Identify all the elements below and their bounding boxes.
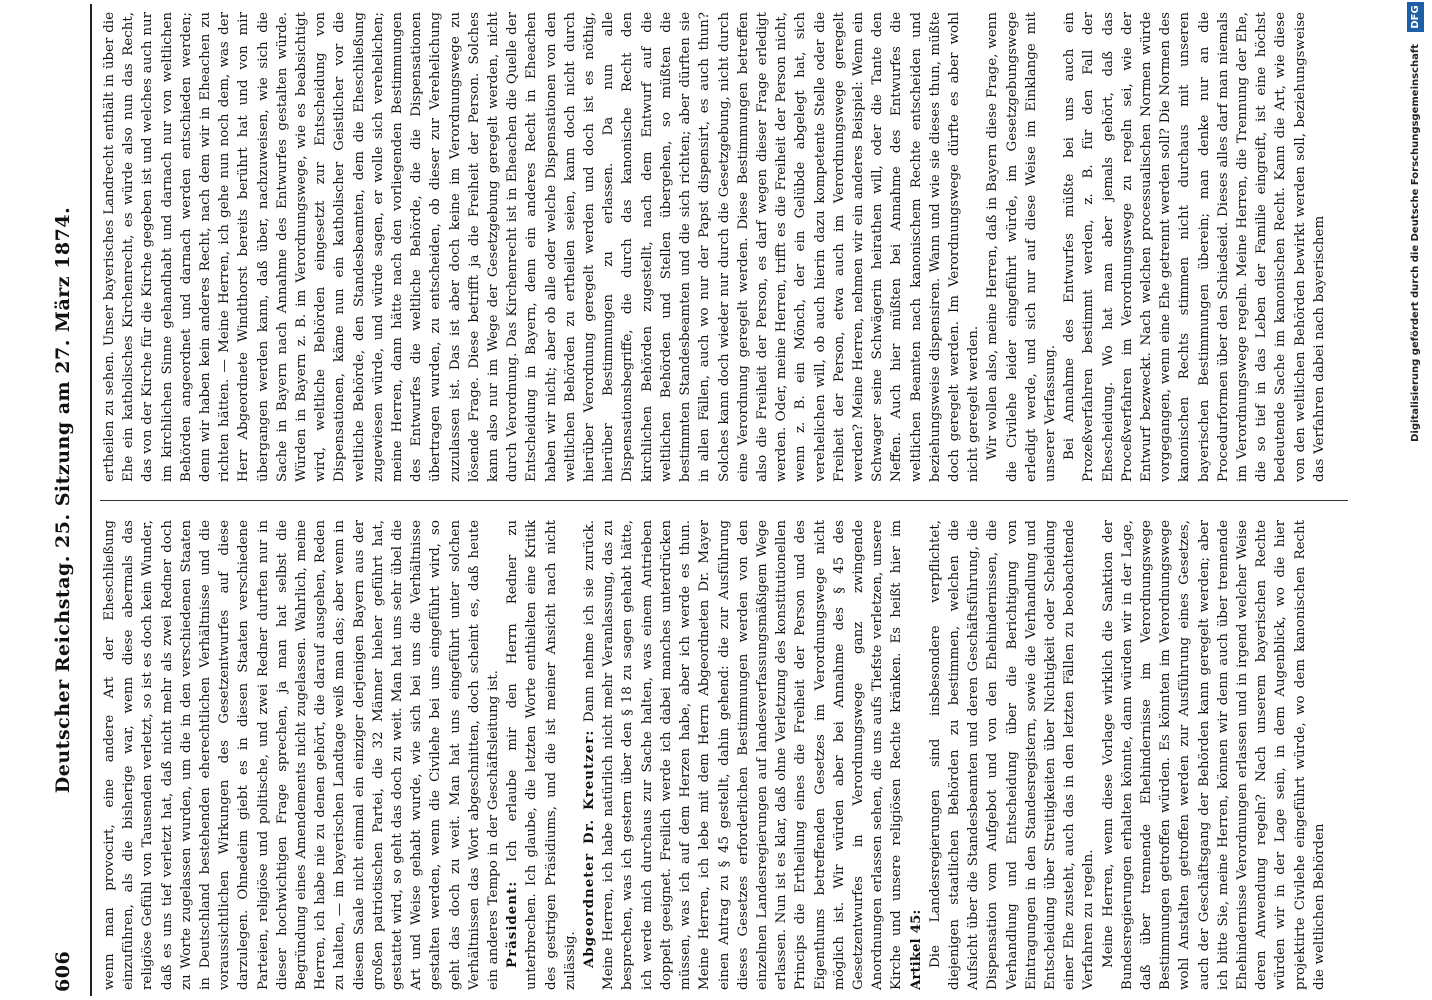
article-label: Artikel 45:	[907, 909, 924, 990]
paragraph: wenn man provocirt, eine andere Art der Eheschließung einzuführen, als die bisherige war, wenn diese abermals das religiöse Gefühl von Tausenden verletzt, so ist es doch kein Wunder, daß es uns tief verletzt hat, daß nicht mehr als zwei Redner doch zu Worte zugelassen wurden, um die in den verschiedenen Staaten in Deutschland bestehenden eherechtlichen Verhältnisse und die voraussichtlichen Wirkungen des Gesetzentwurfes auf diese darzulegen. Ohnedeim giebt es in diesen Staaten verschiedene Parteien, religiöse und politische, und zwei Redner durften nur in dieser hochwichtigen Frage sprechen, ja man hat selbst die Begründung eines Amendements nicht zugelassen. Wahrlich, meine Herren, ich habe nie zu denen gehört, die darauf ausgehen, Reden zu halten, — im bayerischen Landtage weiß man das; aber wenn in diesem Saale nicht einmal ein einziger derjenigen Bayern aus der großen patriotischen Partei, die 32 Männer hieher geführt hat, gestattet wird, so geht das doch zu weit. Man hat uns sehr übel die Art und Weise gehabt wurde, wie sich bei uns die Verhältnisse gestalten werden, wenn die Civilehe bei uns eingeführt wird, so geht das doch zu weit. Man hat uns eingeführt unter solchen Verhältnissen das Wort abgeschnitten, doch scheint es, daß heute ein anderes Tempo in der Geschäftsleitung ist.	[102, 520, 502, 990]
speaker-label: Präsident:	[504, 880, 521, 968]
running-title: Deutscher Reichstag. 25. Sitzung am 27. März 1874.	[52, 206, 74, 794]
header-rule	[90, 4, 92, 996]
left-column	[100, 520, 1348, 990]
paragraph: Bei Annahme des Entwurfes müßte bei uns auch ein Prozeßverfahren bestimmt werden, z. B. für den Fall der Ehescheidung. Wo hat man aber jemals gehört, daß das Proceßverfahren im Verordnungswege zu regeln sei, wie der Entwurf bezweckt. Nach welchen processualischen Normen würde vorgegangen, wenn eine Ehe getrennt werden soll? Die Normen des kanonischen Rechts stimmen nicht durchaus mit unseren bayerischen Bestimmungen überein; man denke nur an die Procedurformen über den Schiedseid. Dieses alles darf man niemals im Verordnungswege regeln. Meine Herren, die Trennung der Ehe, die so tief in das Leben der Familie eingreift, ist eine höchst bedeutende Sache im kanonischen Recht. Kann die Art, wie diese von den weltlichen Behörden bewirkt werden soll, beziehungsweise das Verfahren dabei nach bayerischem	[1062, 12, 1327, 482]
speech-text: Dann nehme ich sie zurück. Meine Herren, ich habe natürlich nicht mehr Veranlassung, das zu besprechen, was ich gestern über den § 18 zu sagen gehabt hätte, ich werde mich durchaus zur Sache halten, was einem Antrieben doppelt geeignet. Freilich werde ich dabei manches unterdrücken müssen, was ich auf dem Herzen habe, aber ich werde es thun. Meine Herren, ich lebe mit dem Herrn Abgeordneten Dr. Mayer einen Antrag zu § 45 gestellt, dahin gehend: die zur Ausführung dieses Gesetzes erforderlichen Bestimmungen werden von den einzelnen Landesregierungen auf landesverfassungsmäßigem Wege erlassen. Nun ist es klar, daß ohne Verletzung des konstitutionellen Princips die Ertheilung eines die Freiheit der Person und des Eigenthums betreffenden Gesetzes im Verordnungswege nicht möglich ist. Wir würden aber bei Annahme des § 45 des Gesetzentwurfes in Verordnungswege ganz zwingende Anordnungen erlassen sehen, die uns aufs Tiefste verletzen, unsere Kirche und unsere religiösen Rechte kränken. Es heißt hier im	[582, 520, 905, 990]
digitization-credit-bar	[1404, 0, 1432, 1000]
right-column	[100, 12, 1348, 482]
speaker-label: Abgeordneter Dr. Kreutzer:	[581, 729, 598, 968]
dfg-credit-text: Digitalisierung gefördert durch die Deutsche Forschungsgemeinschaft	[1410, 44, 1421, 442]
paragraph	[580, 520, 926, 990]
paragraph: Meine Herren, wenn diese Vorlage wirklich die Sanktion der Bundesregierungen erhalten könnte, dann würden wir in der Lage, daß über trennende Ehehindernisse im Verordnungswege Bestimmungen getroffen würden. Es könnten im Verordnungswege wohl Anstalten getroffen werden zur Ausführung eines Gesetzes, auch der Geschäftsgang der Behörden kann geregelt werden; aber ich bitte Sie, meine Herren, können wir denn auch über trennende Ehehindernisse Verordnungen erlassen und in irgend welcher Weise deren Anwendung regeln? Nach unserem bayerischen Rechte würden wir in der Lage sein, in dem Augenblick, wo die hier projektirte Civilehe eingeführt würde, wo dem kanonischen Recht die weltlichen Behörden	[1100, 520, 1327, 990]
page-number: 606	[52, 950, 74, 992]
paragraph: ertheilen zu sehen. Unser bayerisches Landrecht enthält in über die Ehe ein katholisches Kirchenrecht, es würde also nun das Recht, das von der Kirche für die Kirche gegeben ist und welches auch nur im kirchlichen Sinne gehandhabt und darnach nur von weltlichen Behörden angeordnet und darnach werden entschieden werden; denn wir haben kein anderes Recht, nach dem wir in Eheachen zu richten hätten. — Meine Herren, ich gehe nun noch dem, was der Herr Abgeordnete Windthorst bereits berührt hat und von mir übergangen werden kann, daß über, nachzuweisen, wie sich die Sache in Bayern nach Annahme des Entwurfes gestalten würde. Würden in Bayern z. B. im Verordnungswege, wie es beabsichtigt wird, weltliche Behörden eingesetzt zur Entscheidung von Dispensationen, käme nun ein katholischer Geistlicher vor die weltliche Behörde, den Standesbeamten, dem die Eheschließung zugewiesen würde, und würde sagen, er wolle sich verehelichen; meine Herren, dann hätte nach den vorliegenden Bestimmungen des Entwurfes die weltliche Behörde, die die Dispensationen übertragen wurden, zu entscheiden, ob dieser zur Verehelichung zuzulassen ist. Das ist aber doch keine im Verordnungswege zu lösende Frage. Diese betrifft ja die Freiheit der Person. Solches kann also nur im Wege der Gesetzgebung geregelt werden, nicht durch Verordnung. Das Kirchenrecht ist in Eheachen die Quelle der Entscheidung in Bayern, denn ein anderes Recht in Eheachen haben wir nicht; aber ob alle oder welche Dispensationen von den weltlichen Behörden zu ertheilen seien, kann doch nicht durch hierüber Verordnung geregelt werden und doch ist es nöthig, hierüber Bestimmungen zu erlassen. Da nun alle Dispensationsbegriffe, die durch das kanonische Recht den kirchlichen Behörden zugestellt, nach dem Entwurf auf die weltlichen Behörden und Stellen übergehen, so müßten die bestimmten Standesbeamten und die sich richten; aber dürften sie in allen Fällen, auch wo nur der Papst dispensirt, es auch thun? Solches kann doch wieder nur durch die Gesetzgebung, nicht durch eine Verordnung geregelt werden. Diese Bestimmungen betreffen also die Freiheit der Person, es darf wegen dieser Frage erledigt werden. Oder, meine Herren, trifft es die Freiheit der Person nicht, wenn z. B. ein Mönch, der ein Gelübde abgelegt hat, sich verehelichen will, ob auch hierin dazu kompetente Stelle oder die Freiheit der Person, etwa auch im Verordnungswege geregelt werden? Meine Herren, nehmen wir ein anderes Beispiel: Wenn ein Schwager seine Schwägerin heirathen will, oder die Tante den Neffen. Auch hier müßten bei Annahme des Entwurfes die weltlichen Beamten nach kanonischem Rechte entscheiden und beziehungsweise dispensiren. Wann und wie sie dieses thun, müßte doch geregelt werden. Im Verordnungswege dürfte es aber wohl nicht geregelt werden.	[102, 12, 982, 482]
column-divider	[100, 500, 1348, 501]
dfg-logo: DFG	[1407, 2, 1424, 32]
paragraph	[503, 520, 580, 990]
page-header	[52, 0, 86, 1000]
paragraph: Die Landesregierungen sind insbesondere verpflichtet, diejenigen staatlichen Behörden zu bestimmen, welchen die Aufsicht über die Standesbeamten und deren Geschäftsführung, die Dispensation vom Aufgebot und von den Ehehindernissen, die Verhandlung und Entscheidung über die Berichtigung von Eintragungen in den Standesregistern, sowie die Verhandlung und Entscheidung über Streitigkeiten über Nichtigkeit oder Scheidung einer Ehe zusteht, auch das in den letzten Fällen zu beobachtende Verfahren zu regeln.	[927, 520, 1097, 990]
paragraph: Wir wollen also, meine Herren, daß in Bayern diese Frage, wenn die Civilehe leider eingeführt würde, im Gesetzgebungswege erledigt werde, und sich nur auf diese Weise im Einklange mit unserer Verfassung.	[985, 12, 1058, 482]
speech-text: Ich erlaube mir den Herrn Redner zu unterbrechen. Ich glaube, die letzten Worte enthielten eine Kritik des gestrigen Präsidiums, und die ist meiner Ansicht nach nicht zulässig.	[505, 520, 578, 990]
